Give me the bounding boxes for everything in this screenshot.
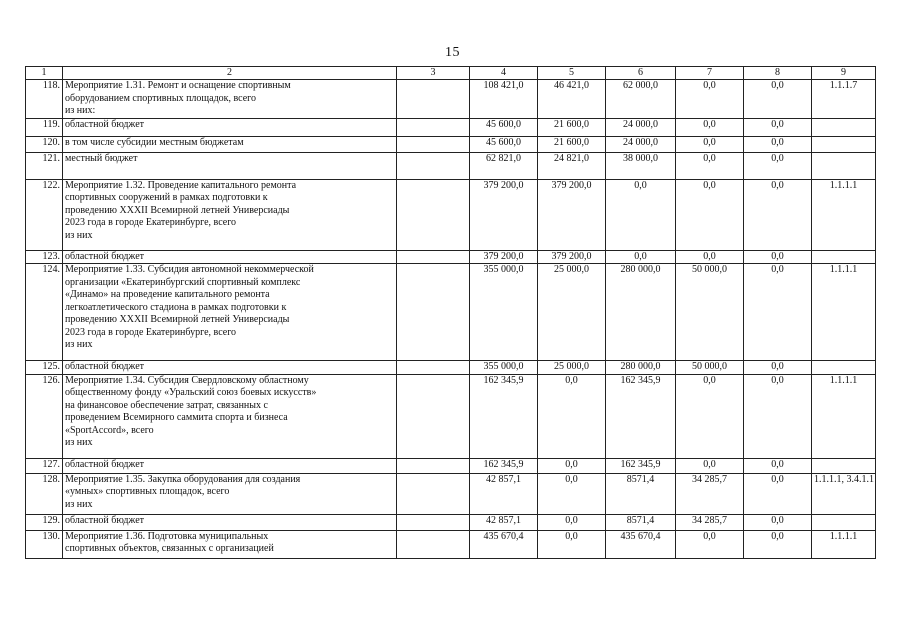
column-4-cell: 62 821,0 bbox=[470, 152, 538, 179]
column-6-cell: 8571,4 bbox=[606, 473, 676, 514]
column-header: 2 bbox=[63, 67, 397, 80]
column-3-cell bbox=[397, 118, 470, 136]
column-8-cell: 0,0 bbox=[744, 136, 812, 152]
target-code-cell bbox=[812, 458, 876, 473]
column-8-cell: 0,0 bbox=[744, 361, 812, 375]
description-cell: Мероприятие 1.33. Субсидия автономной некоммерческой организации «Екатеринбургский спортивный комплекс «Динамо» на проведение капитального ремонта легкоатлетического стадиона в рамках подготовки к проведению XXXII Всемирной летней Универсиады 2023 года в городе Екатеринбурге, всего из них bbox=[63, 264, 397, 361]
column-3-cell bbox=[397, 458, 470, 473]
column-8-cell: 0,0 bbox=[744, 250, 812, 264]
description-cell: Мероприятие 1.36. Подготовка муниципальных спортивных объектов, связанных с организацией bbox=[63, 530, 397, 558]
row-number-cell: 123. bbox=[26, 250, 63, 264]
description-cell: в том числе субсидии местным бюджетам bbox=[63, 136, 397, 152]
row-number-cell: 127. bbox=[26, 458, 63, 473]
column-8-cell: 0,0 bbox=[744, 264, 812, 361]
column-3-cell bbox=[397, 473, 470, 514]
target-code-cell: 1.1.1.1 bbox=[812, 374, 876, 458]
column-7-cell: 0,0 bbox=[676, 530, 744, 558]
description-cell: областной бюджет bbox=[63, 458, 397, 473]
column-5-cell: 46 421,0 bbox=[538, 80, 606, 119]
column-8-cell: 0,0 bbox=[744, 530, 812, 558]
description-cell: Мероприятие 1.32. Проведение капитального ремонта спортивных сооружений в рамках подготовки к проведению XXXII Всемирной летней Универсиады 2023 года в городе Екатеринбурге, всего из них bbox=[63, 179, 397, 250]
row-number-cell: 121. bbox=[26, 152, 63, 179]
table-body bbox=[26, 80, 876, 559]
column-header: 7 bbox=[676, 67, 744, 80]
target-code-cell bbox=[812, 361, 876, 375]
column-3-cell bbox=[397, 250, 470, 264]
column-4-cell: 45 600,0 bbox=[470, 136, 538, 152]
column-header: 5 bbox=[538, 67, 606, 80]
column-5-cell: 0,0 bbox=[538, 473, 606, 514]
table-row bbox=[26, 514, 876, 530]
column-6-cell: 162 345,9 bbox=[606, 458, 676, 473]
column-3-cell bbox=[397, 136, 470, 152]
table-row bbox=[26, 530, 876, 558]
column-header: 6 bbox=[606, 67, 676, 80]
column-4-cell: 355 000,0 bbox=[470, 361, 538, 375]
target-code-cell bbox=[812, 152, 876, 179]
target-code-cell: 1.1.1.1, 3.4.1.1 bbox=[812, 473, 876, 514]
row-number-cell: 126. bbox=[26, 374, 63, 458]
target-code-cell: 1.1.1.7 bbox=[812, 80, 876, 119]
column-3-cell bbox=[397, 80, 470, 119]
column-6-cell: 435 670,4 bbox=[606, 530, 676, 558]
description-cell: областной бюджет bbox=[63, 514, 397, 530]
row-number-cell: 120. bbox=[26, 136, 63, 152]
column-4-cell: 379 200,0 bbox=[470, 250, 538, 264]
target-code-cell: 1.1.1.1 bbox=[812, 264, 876, 361]
column-7-cell: 0,0 bbox=[676, 179, 744, 250]
column-6-cell: 0,0 bbox=[606, 250, 676, 264]
column-8-cell: 0,0 bbox=[744, 80, 812, 119]
table-row bbox=[26, 179, 876, 250]
description-cell: Мероприятие 1.34. Субсидия Свердловскому областному общественному фонду «Уральский союз боевых искусств» на финансовое обеспечение затрат, связанных с проведением Всемирного саммита спорта и бизнеса «SportAccord», всего из них bbox=[63, 374, 397, 458]
column-3-cell bbox=[397, 530, 470, 558]
column-5-cell: 379 200,0 bbox=[538, 250, 606, 264]
column-4-cell: 45 600,0 bbox=[470, 118, 538, 136]
column-4-cell: 379 200,0 bbox=[470, 179, 538, 250]
column-8-cell: 0,0 bbox=[744, 514, 812, 530]
row-number-cell: 129. bbox=[26, 514, 63, 530]
column-6-cell: 62 000,0 bbox=[606, 80, 676, 119]
column-4-cell: 162 345,9 bbox=[470, 458, 538, 473]
description-cell: Мероприятие 1.31. Ремонт и оснащение спортивным оборудованием спортивных площадок, всего из них: bbox=[63, 80, 397, 119]
column-3-cell bbox=[397, 361, 470, 375]
column-8-cell: 0,0 bbox=[744, 152, 812, 179]
column-7-cell: 0,0 bbox=[676, 152, 744, 179]
row-number-cell: 128. bbox=[26, 473, 63, 514]
column-7-cell: 50 000,0 bbox=[676, 264, 744, 361]
column-7-cell: 0,0 bbox=[676, 80, 744, 119]
description-cell: областной бюджет bbox=[63, 250, 397, 264]
column-7-cell: 0,0 bbox=[676, 374, 744, 458]
column-header: 8 bbox=[744, 67, 812, 80]
column-header: 4 bbox=[470, 67, 538, 80]
row-number-cell: 118. bbox=[26, 80, 63, 119]
column-4-cell: 42 857,1 bbox=[470, 514, 538, 530]
column-7-cell: 34 285,7 bbox=[676, 514, 744, 530]
column-7-cell: 0,0 bbox=[676, 250, 744, 264]
row-number-cell: 130. bbox=[26, 530, 63, 558]
column-header: 1 bbox=[26, 67, 63, 80]
table-row bbox=[26, 374, 876, 458]
column-5-cell: 24 821,0 bbox=[538, 152, 606, 179]
column-3-cell bbox=[397, 179, 470, 250]
column-5-cell: 25 000,0 bbox=[538, 361, 606, 375]
table-row bbox=[26, 458, 876, 473]
column-5-cell: 379 200,0 bbox=[538, 179, 606, 250]
column-8-cell: 0,0 bbox=[744, 118, 812, 136]
target-code-cell bbox=[812, 250, 876, 264]
description-cell: Мероприятие 1.35. Закупка оборудования для создания «умных» спортивных площадок, всего из них bbox=[63, 473, 397, 514]
table-row bbox=[26, 361, 876, 375]
column-8-cell: 0,0 bbox=[744, 458, 812, 473]
column-7-cell: 34 285,7 bbox=[676, 473, 744, 514]
column-7-cell: 0,0 bbox=[676, 136, 744, 152]
column-4-cell: 108 421,0 bbox=[470, 80, 538, 119]
column-6-cell: 0,0 bbox=[606, 179, 676, 250]
column-5-cell: 0,0 bbox=[538, 458, 606, 473]
column-6-cell: 280 000,0 bbox=[606, 361, 676, 375]
table-row bbox=[26, 264, 876, 361]
column-5-cell: 21 600,0 bbox=[538, 136, 606, 152]
column-4-cell: 42 857,1 bbox=[470, 473, 538, 514]
description-cell: местный бюджет bbox=[63, 152, 397, 179]
column-7-cell: 50 000,0 bbox=[676, 361, 744, 375]
target-code-cell bbox=[812, 118, 876, 136]
column-4-cell: 355 000,0 bbox=[470, 264, 538, 361]
target-code-cell bbox=[812, 136, 876, 152]
target-code-cell: 1.1.1.1 bbox=[812, 530, 876, 558]
table-row bbox=[26, 118, 876, 136]
column-5-cell: 0,0 bbox=[538, 514, 606, 530]
table-row bbox=[26, 80, 876, 119]
column-6-cell: 24 000,0 bbox=[606, 136, 676, 152]
row-number-cell: 125. bbox=[26, 361, 63, 375]
budget-table bbox=[25, 66, 876, 559]
row-number-cell: 124. bbox=[26, 264, 63, 361]
column-8-cell: 0,0 bbox=[744, 179, 812, 250]
column-5-cell: 0,0 bbox=[538, 374, 606, 458]
column-6-cell: 280 000,0 bbox=[606, 264, 676, 361]
target-code-cell: 1.1.1.1 bbox=[812, 179, 876, 250]
table-header-row bbox=[26, 67, 876, 80]
column-3-cell bbox=[397, 374, 470, 458]
table-row bbox=[26, 250, 876, 264]
column-4-cell: 435 670,4 bbox=[470, 530, 538, 558]
column-5-cell: 21 600,0 bbox=[538, 118, 606, 136]
table-row bbox=[26, 136, 876, 152]
description-cell: областной бюджет bbox=[63, 361, 397, 375]
column-5-cell: 25 000,0 bbox=[538, 264, 606, 361]
target-code-cell bbox=[812, 514, 876, 530]
page-number: 15 bbox=[445, 45, 460, 60]
column-header: 3 bbox=[397, 67, 470, 80]
column-8-cell: 0,0 bbox=[744, 473, 812, 514]
column-7-cell: 0,0 bbox=[676, 118, 744, 136]
column-6-cell: 38 000,0 bbox=[606, 152, 676, 179]
column-8-cell: 0,0 bbox=[744, 374, 812, 458]
table-row bbox=[26, 152, 876, 179]
table-row bbox=[26, 473, 876, 514]
column-7-cell: 0,0 bbox=[676, 458, 744, 473]
row-number-cell: 122. bbox=[26, 179, 63, 250]
column-3-cell bbox=[397, 514, 470, 530]
column-3-cell bbox=[397, 152, 470, 179]
column-6-cell: 24 000,0 bbox=[606, 118, 676, 136]
column-header: 9 bbox=[812, 67, 876, 80]
column-6-cell: 8571,4 bbox=[606, 514, 676, 530]
column-5-cell: 0,0 bbox=[538, 530, 606, 558]
column-6-cell: 162 345,9 bbox=[606, 374, 676, 458]
row-number-cell: 119. bbox=[26, 118, 63, 136]
column-4-cell: 162 345,9 bbox=[470, 374, 538, 458]
description-cell: областной бюджет bbox=[63, 118, 397, 136]
column-3-cell bbox=[397, 264, 470, 361]
